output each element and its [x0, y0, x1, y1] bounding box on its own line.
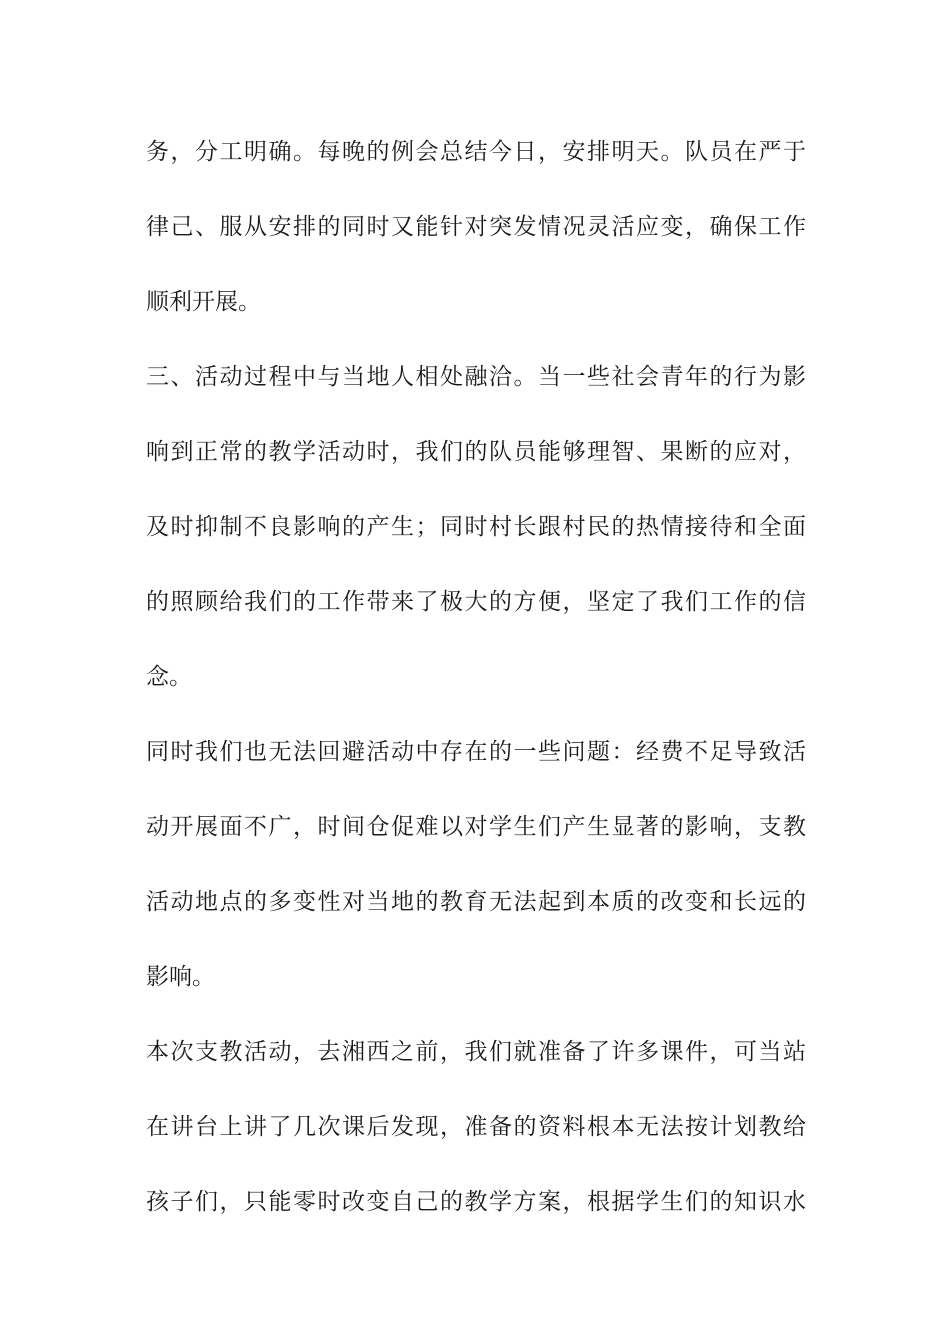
text-line: 同时我们也无法回避活动中存在的一些问题：经费不足导致活 — [146, 739, 806, 765]
text-line: 动开展面不广，时间仓促难以对学生们产生显著的影响，支教 — [146, 814, 806, 840]
text-line: 在讲台上讲了几次课后发现，准备的资料根本无法按计划教给 — [146, 1114, 806, 1140]
text-line: 三、活动过程中与当地人相处融洽。当一些社会青年的行为影 — [146, 364, 806, 390]
text-line: 务，分工明确。每晚的例会总结今日，安排明天。队员在严于 — [146, 139, 806, 165]
text-line: 及时抑制不良影响的产生；同时村长跟村民的热情接待和全面 — [146, 514, 806, 540]
text-line: 念。 — [146, 664, 192, 690]
text-line: 律己、服从安排的同时又能针对突发情况灵活应变，确保工作 — [146, 214, 806, 240]
text-line: 孩子们，只能零时改变自己的教学方案，根据学生们的知识水 — [146, 1189, 806, 1215]
text-line: 的照顾给我们的工作带来了极大的方便，坚定了我们工作的信 — [146, 589, 806, 615]
text-line: 影响。 — [146, 964, 215, 990]
text-line: 响到正常的教学活动时，我们的队员能够理智、果断的应对， — [146, 439, 806, 465]
text-line: 本次支教活动，去湘西之前，我们就准备了许多课件，可当站 — [146, 1039, 806, 1065]
text-line: 顺利开展。 — [146, 289, 261, 315]
text-line: 活动地点的多变性对当地的教育无法起到本质的改变和长远的 — [146, 889, 806, 915]
